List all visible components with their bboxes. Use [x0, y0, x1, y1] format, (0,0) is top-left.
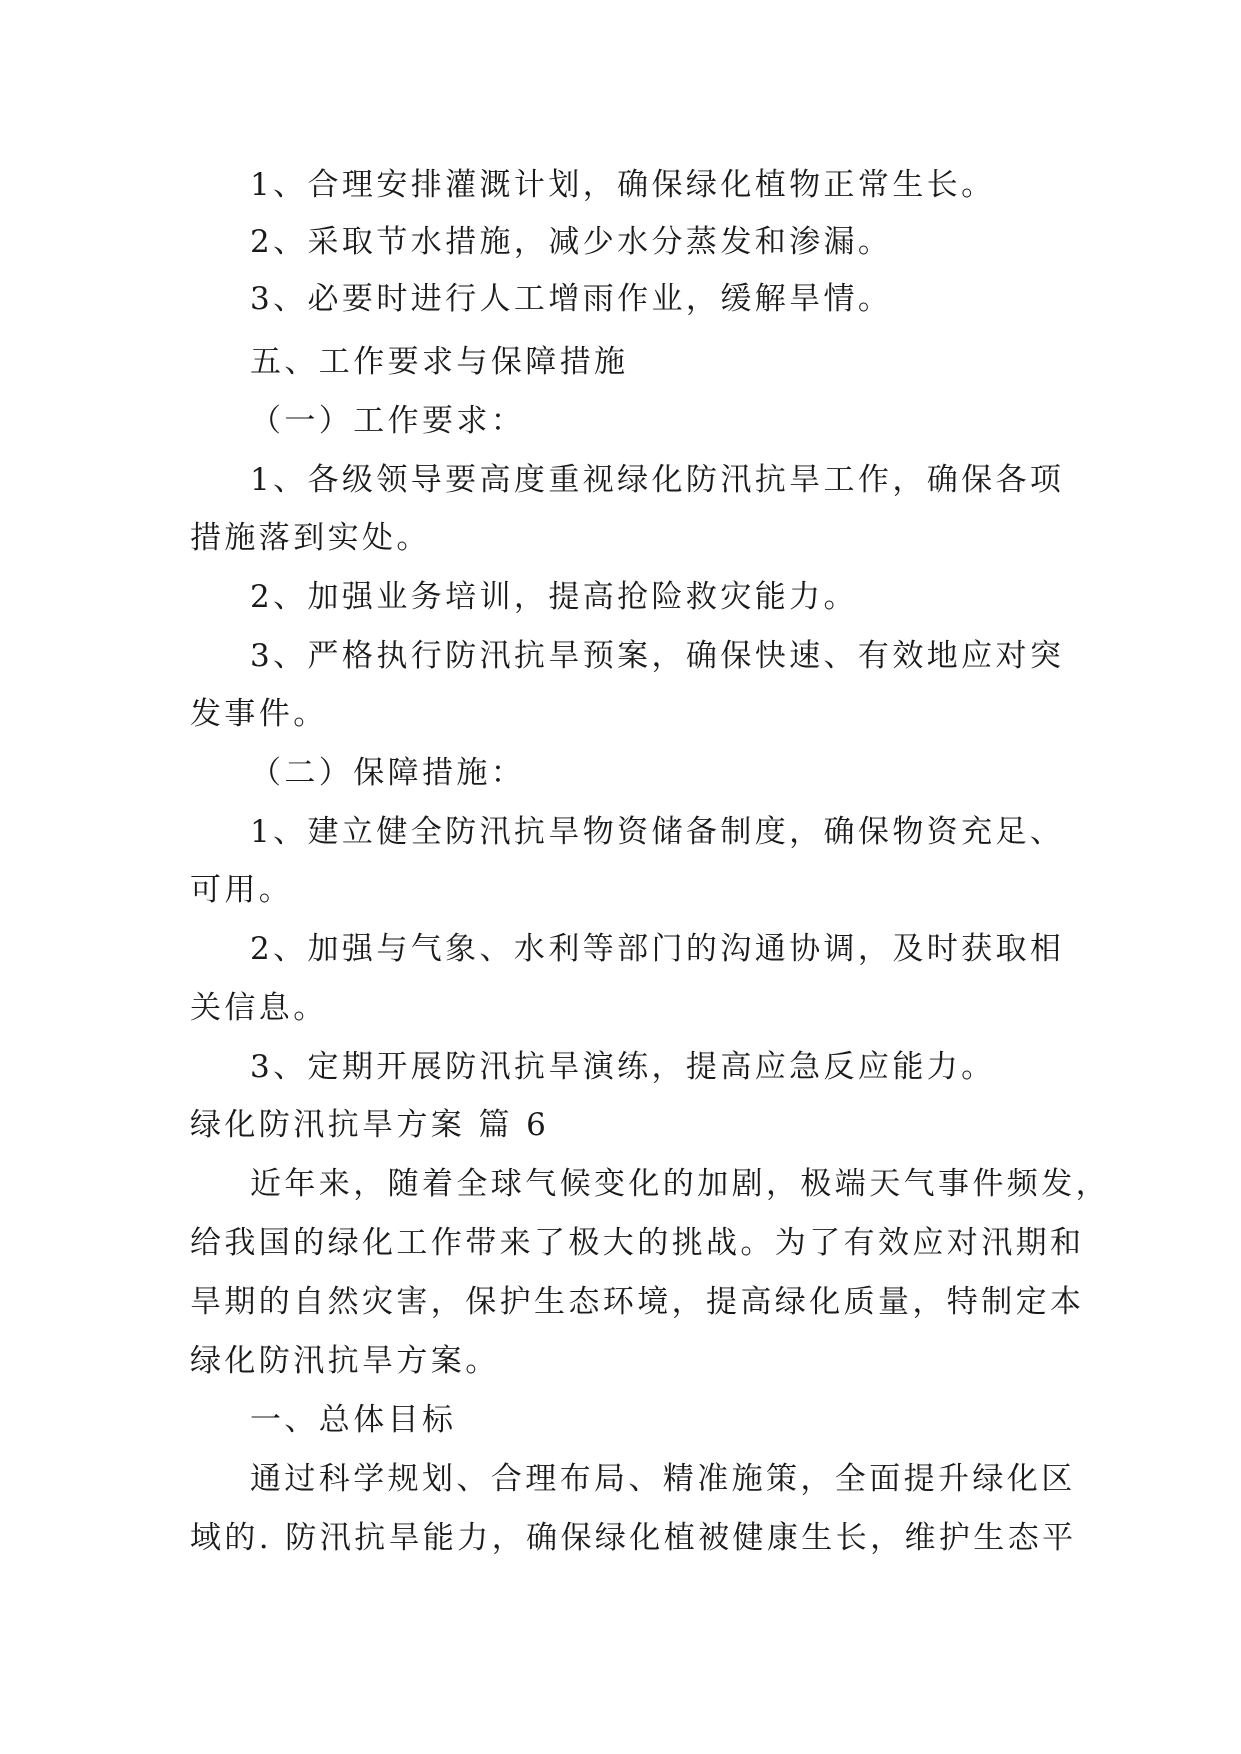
paragraph-line: 给我国的绿化工作带来了极大的挑战。为了有效应对汛期和 — [190, 1225, 1085, 1261]
list-item: 3、定期开展防汛抗旱演练，提高应急反应能力。 — [250, 1049, 996, 1085]
article-title: 绿化防汛抗旱方案 篇 6 — [190, 1107, 550, 1143]
list-item: 1、建立健全防汛抗旱物资储备制度，确保物资充足、 — [250, 814, 1065, 850]
list-item-continuation: 措施落到实处。 — [190, 520, 431, 556]
paragraph-line: 旱期的自然灾害，保护生态环境，提高绿化质量，特制定本 — [190, 1284, 1085, 1320]
list-item-continuation: 关信息。 — [190, 990, 328, 1026]
list-item: 1、各级领导要高度重视绿化防汛抗旱工作，确保各项 — [250, 462, 1065, 498]
paragraph-line: 近年来，随着全球气候变化的加剧，极端天气事件频发， — [250, 1166, 1110, 1202]
subsection-heading: （二）保障措施： — [250, 755, 526, 791]
list-item: 3、必要时进行人工增雨作业，缓解旱情。 — [250, 281, 893, 317]
list-item: 2、加强业务培训，提高抢险救灾能力。 — [250, 579, 858, 615]
list-item: 2、加强与气象、水利等部门的沟通协调，及时获取相 — [250, 931, 1065, 967]
section-heading: 一、总体目标 — [250, 1402, 457, 1438]
subsection-heading: （一）工作要求： — [250, 403, 526, 439]
section-heading: 五、工作要求与保障措施 — [250, 344, 629, 380]
paragraph-line: 域的. 防汛抗旱能力，确保绿化植被健康生长，维护生态平 — [190, 1520, 1077, 1556]
list-item-continuation: 发事件。 — [190, 696, 328, 732]
list-item-continuation: 可用。 — [190, 872, 294, 908]
paragraph-line: 通过科学规划、合理布局、精准施策，全面提升绿化区 — [250, 1461, 1076, 1497]
paragraph-line: 绿化防汛抗旱方案。 — [190, 1343, 500, 1379]
list-item: 2、采取节水措施，减少水分蒸发和渗漏。 — [250, 224, 893, 260]
list-item: 3、严格执行防汛抗旱预案，确保快速、有效地应对突 — [250, 638, 1065, 674]
list-item: 1、合理安排灌溉计划，确保绿化植物正常生长。 — [250, 167, 996, 203]
